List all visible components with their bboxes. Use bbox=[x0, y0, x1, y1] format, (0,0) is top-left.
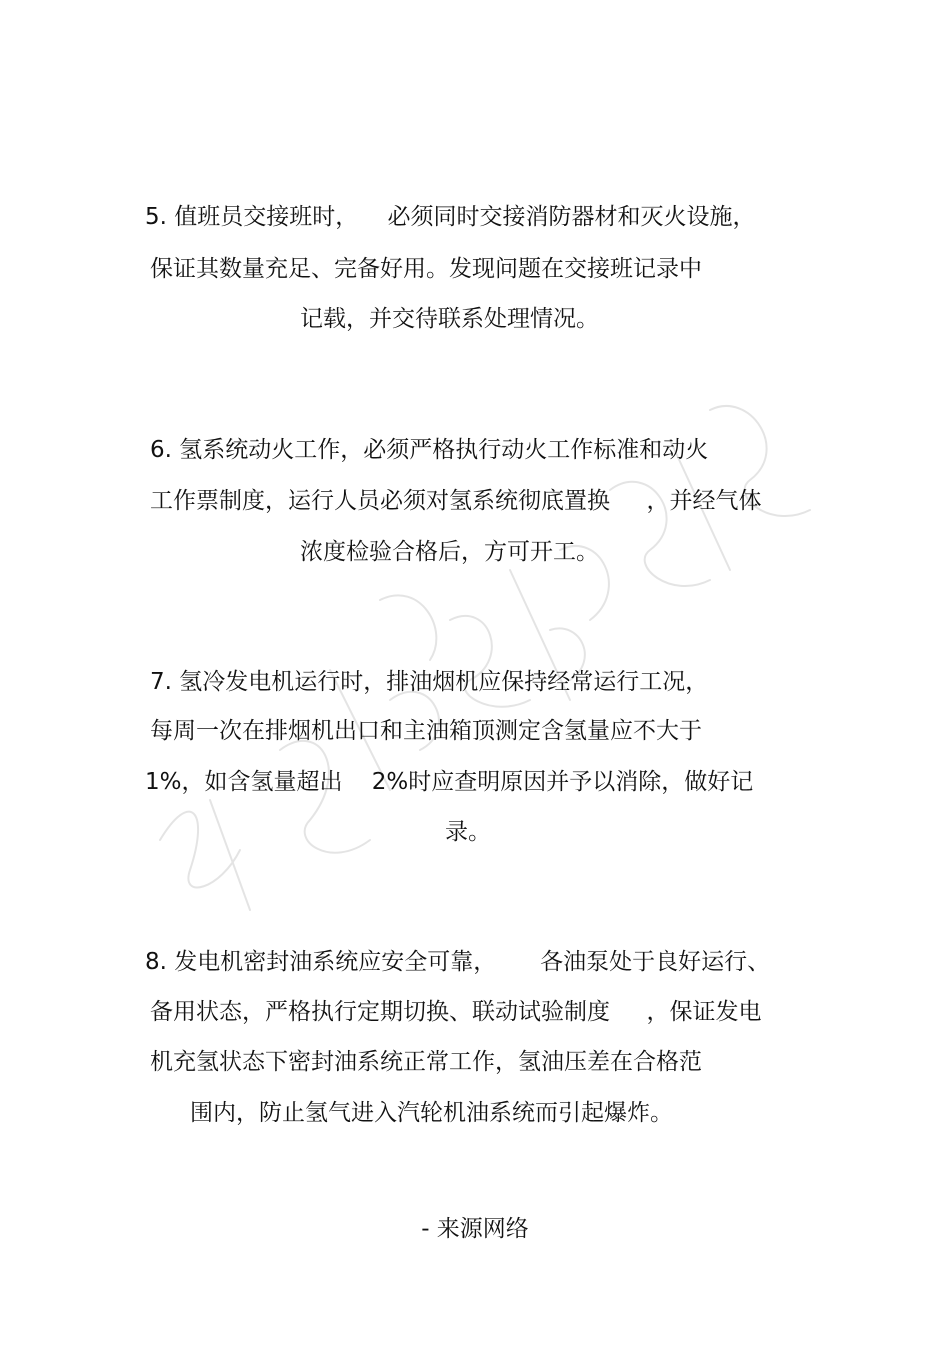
item-8-line-1: 8. 发电机密封油系统应安全可靠， 各油泵处于良好运行、 bbox=[145, 949, 771, 975]
item-5-line-2: 保证其数量充足、完备好用。发现问题在交接班记录中 bbox=[150, 256, 702, 282]
item-6-line-2: 工作票制度，运行人员必须对氢系统彻底置换 ，并经气体 bbox=[150, 488, 762, 514]
item-6-line-3: 浓度检验合格后，方可开工。 bbox=[300, 539, 599, 565]
item-5-line-3: 记载，并交待联系处理情况。 bbox=[300, 306, 599, 332]
item-6-line-1: 6. 氢系统动火工作，必须严格执行动火工作标准和动火 bbox=[150, 437, 709, 463]
item-7-line-4: 录。 bbox=[445, 819, 491, 845]
source-footer: - 来源网络 bbox=[421, 1216, 529, 1242]
item-8-line-2: 备用状态，严格执行定期切换、联动试验制度 ，保证发电 bbox=[150, 999, 762, 1025]
item-7-line-2: 每周一次在排烟机出口和主油箱顶测定含氢量应不大于 bbox=[150, 718, 702, 744]
item-8-line-4: 围内，防止氢气进入汽轮机油系统而引起爆炸。 bbox=[190, 1100, 673, 1126]
item-8-line-3: 机充氢状态下密封油系统正常工作，氢油压差在合格范 bbox=[150, 1049, 702, 1075]
item-7-line-3: 1%，如含氢量超出 2%时应查明原因并予以消除，做好记 bbox=[145, 769, 754, 795]
item-5-line-1: 5. 值班员交接班时， 必须同时交接消防器材和灭火设施， bbox=[145, 204, 756, 230]
item-7-line-1: 7. 氢冷发电机运行时，排油烟机应保持经常运行工况， bbox=[150, 669, 709, 695]
